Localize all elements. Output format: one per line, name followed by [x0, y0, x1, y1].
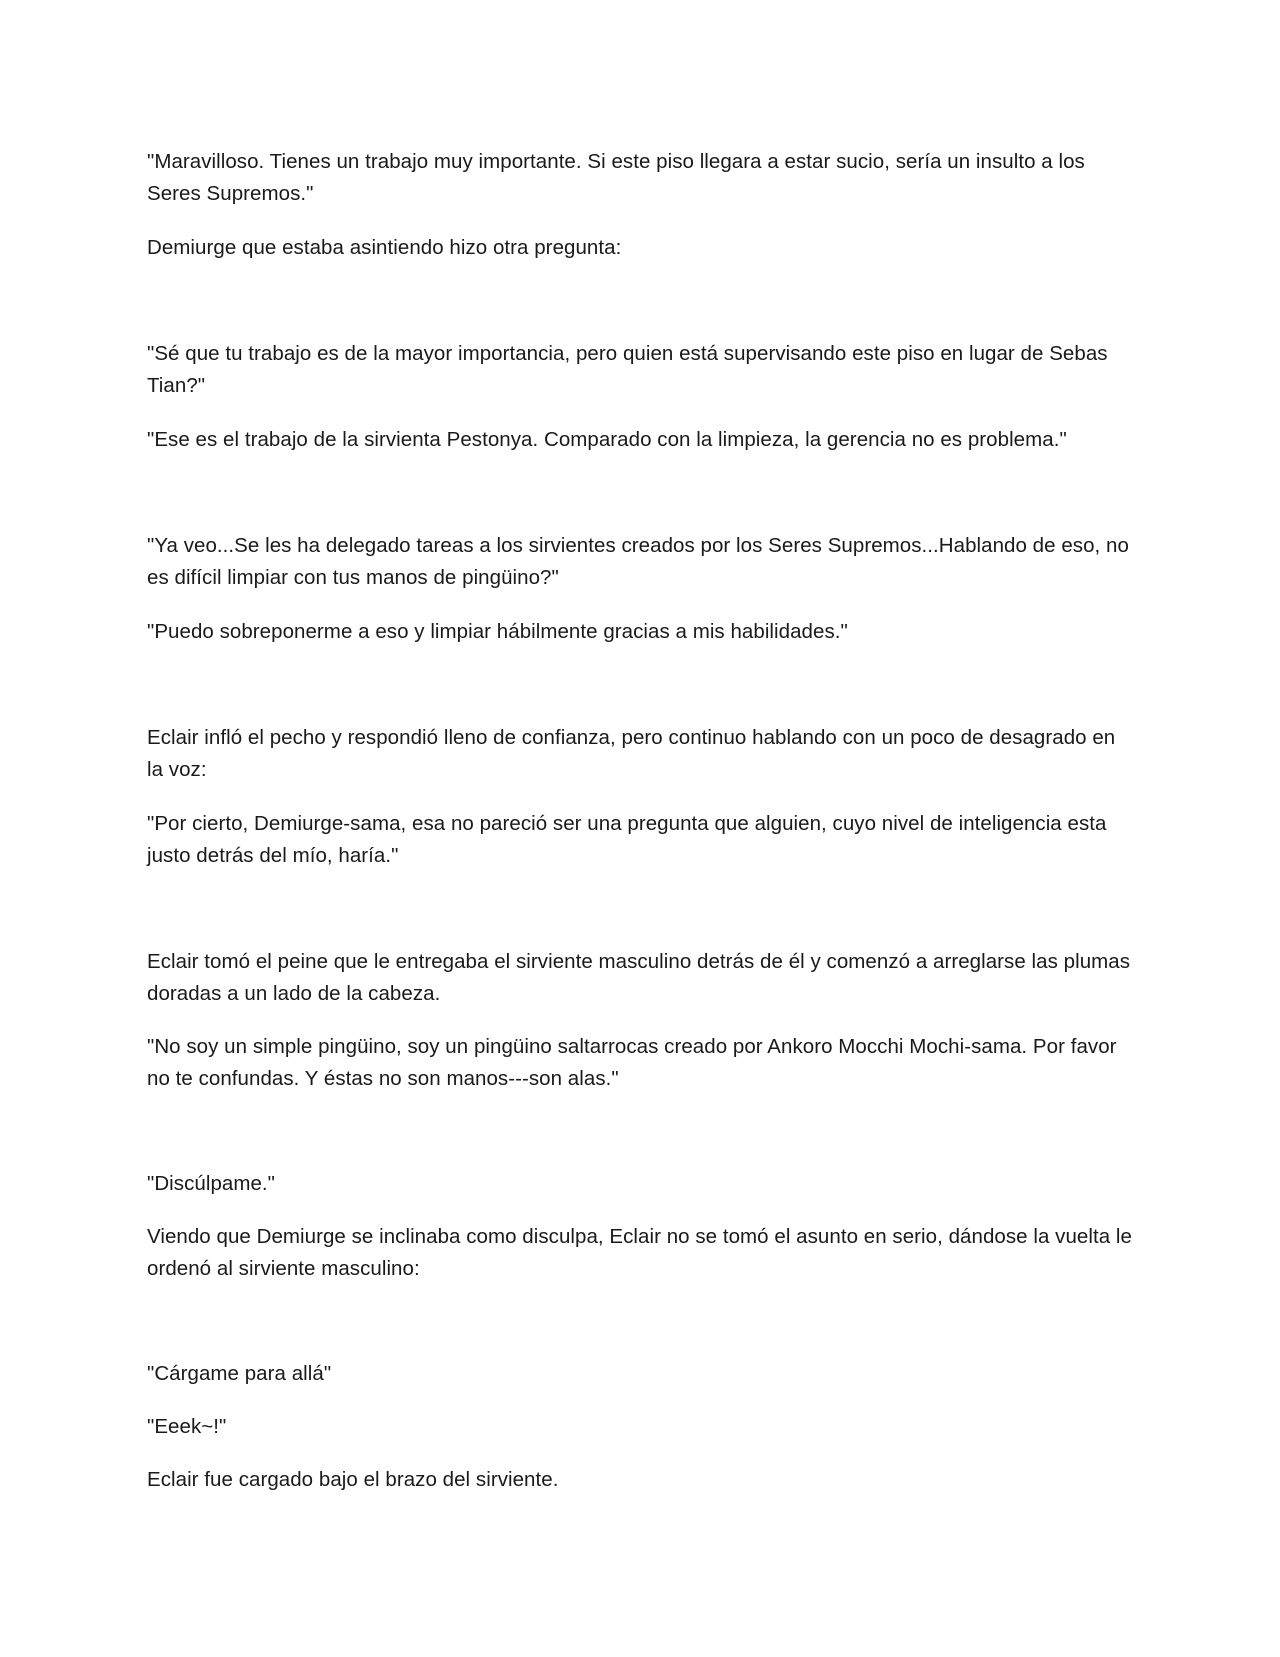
paragraph-9: Eclair tomó el peine que le entregaba el sirviente masculino detrás de él y comenzó a arreglarse las plumas doradas a un lado de la cabeza. [147, 950, 1131, 1005]
paragraph-5: "Ya veo...Se les ha delegado tareas a los sirvientes creados por los Seres Supremos...Hablando de eso, no es difícil limpiar con tus manos de pingüino?" [147, 534, 1129, 589]
paragraph-6: "Puedo sobreponerme a eso y limpiar hábilmente gracias a mis habilidades." [147, 620, 848, 643]
paragraph-14: "Eeek~!" [147, 1415, 227, 1438]
paragraph-11: "Discúlpame." [147, 1172, 275, 1195]
paragraph-12: Viendo que Demiurge se inclinaba como disculpa, Eclair no se tomó el asunto en serio, dándose la vuelta le ordenó al sirviente masculino: [147, 1225, 1132, 1280]
paragraph-3: "Sé que tu trabajo es de la mayor importancia, pero quien está supervisando este piso en lugar de Sebas Tian?" [147, 342, 1108, 397]
paragraph-15: Eclair fue cargado bajo el brazo del sirviente. [147, 1468, 559, 1491]
paragraph-2: Demiurge que estaba asintiendo hizo otra pregunta: [147, 236, 622, 259]
paragraph-1: "Maravilloso. Tienes un trabajo muy importante. Si este piso llegara a estar sucio, sería un insulto a los Seres Supremos." [147, 150, 1085, 205]
paragraph-13: "Cárgame para allá" [147, 1362, 332, 1385]
paragraph-4: "Ese es el trabajo de la sirvienta Pestonya. Comparado con la limpieza, la gerencia no es problema." [147, 428, 1067, 451]
paragraph-7: Eclair infló el pecho y respondió lleno de confianza, pero continuo hablando con un poco de desagrado en la voz: [147, 726, 1116, 781]
paragraph-8: "Por cierto, Demiurge-sama, esa no pareció ser una pregunta que alguien, cuyo nivel de inteligencia esta justo detrás del mío, haría." [147, 812, 1107, 867]
paragraph-10: "No soy un simple pingüino, soy un pingüino saltarrocas creado por Ankoro Mocchi Mochi-sama. Por favor no te confundas. Y éstas no son manos---son alas." [147, 1035, 1117, 1090]
